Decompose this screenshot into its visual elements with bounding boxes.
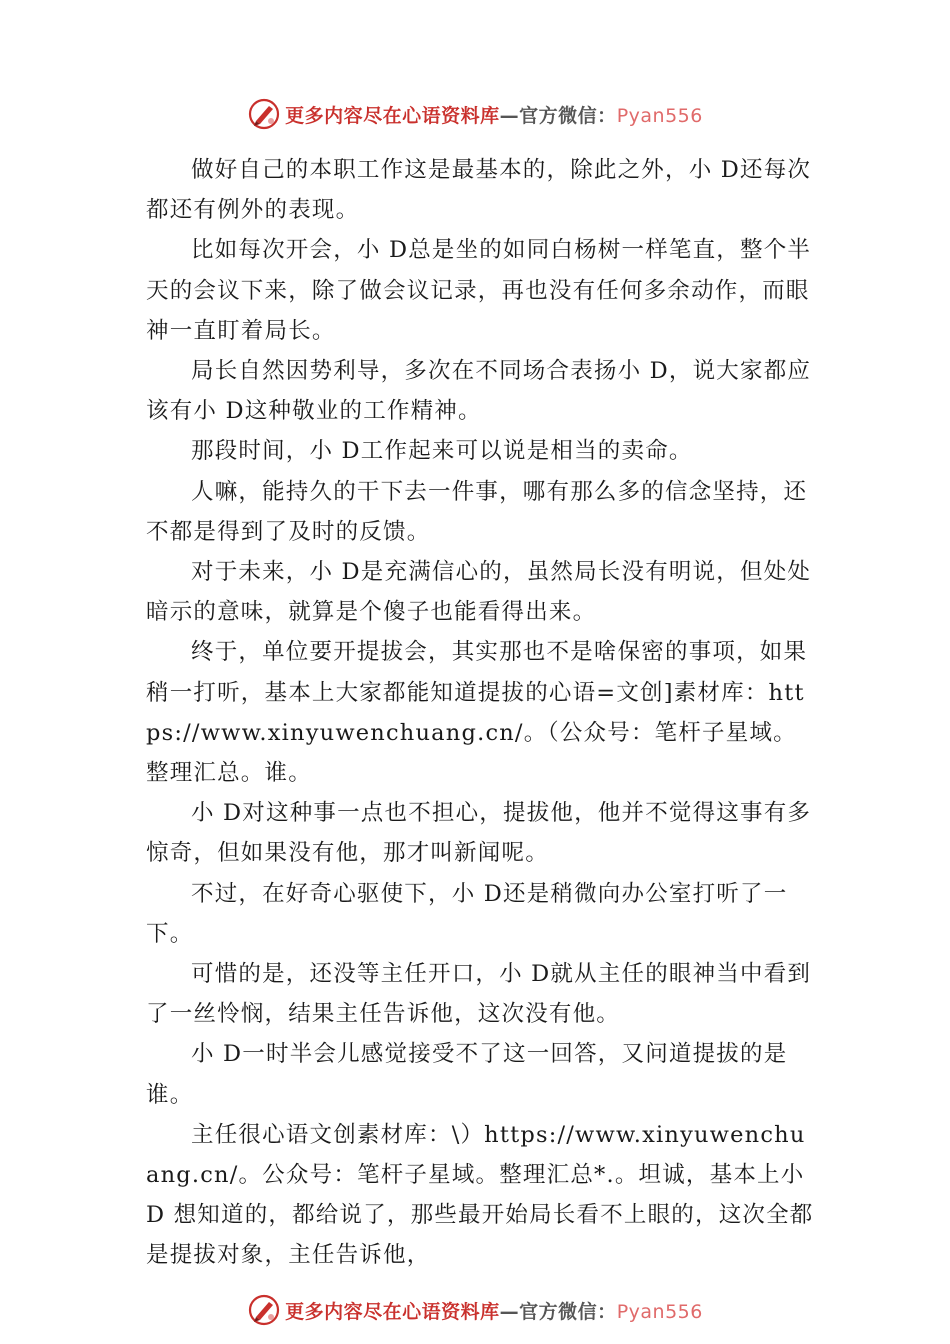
- watermark-text: 更多内容尽在心语资料库—官方微信：Pyan556: [285, 1300, 703, 1323]
- paragraph: 主任很心语文创素材库：\）https://www.xinyuwenchuang.cn/。公众号：笔杆子星域。整理汇总*.。坦诚，基本上小 D 想知道的，都给说了，那些最开始局长看不上眼的，这次全都是提拔对象，主任告诉他，: [146, 1121, 814, 1269]
- paragraph: 人嘛，能持久的干下去一件事，哪有那么多的信念坚持，还不都是得到了及时的反馈。: [146, 478, 808, 545]
- watermark-text: 更多内容尽在心语资料库—官方微信：Pyan556: [285, 104, 703, 127]
- paragraph: 那段时间，小 D工作起来可以说是相当的卖命。: [191, 438, 693, 465]
- footer-watermark-banner: [0, 1290, 950, 1330]
- paragraph: 小 D对这种事一点也不担心，提拔他，他并不觉得这事有多惊奇，但如果没有他，那才叫新闻呢。: [146, 800, 812, 867]
- header-watermark-banner: [0, 94, 950, 134]
- paragraph: 局长自然因势利导，多次在不同场合表扬小 D，说大家都应该有小 D这种敬业的工作精神。: [146, 358, 812, 425]
- paragraph: 对于未来，小 D是充满信心的，虽然局长没有明说，但处处暗示的意味，就算是个傻子也能看得出来。: [146, 559, 812, 626]
- paragraph: 不过，在好奇心驱使下，小 D还是稍微向办公室打听了一下。: [146, 880, 788, 947]
- paragraph: 比如每次开会，小 D总是坐的如同白杨树一样笔直，整个半天的会议下来，除了做会议记录，再也没有任何多余动作，而眼神一直盯着局长。: [146, 237, 812, 344]
- pen-logo-icon: [247, 1293, 281, 1327]
- paragraph: 可惜的是，还没等主任开口，小 D就从主任的眼神当中看到了一丝怜悯，结果主任告诉他，这次没有他。: [146, 961, 812, 1028]
- paragraph: 终于，单位要开提拔会，其实那也不是啥保密的事项，如果稍一打听，基本上大家都能知道提拔的心语=文创]素材库：https://www.xinyuwenchuang.cn/。（公众号：笔杆子星域。整理汇总。谁。: [146, 639, 808, 787]
- paragraph: 小 D一时半会儿感觉接受不了这一回答，又问道提拔的是谁。: [146, 1041, 788, 1108]
- pen-logo-icon: [247, 97, 281, 131]
- article-body: [146, 150, 818, 1276]
- paragraph: 做好自己的本职工作这是最基本的，除此之外，小 D还每次都还有例外的表现。: [146, 157, 812, 224]
